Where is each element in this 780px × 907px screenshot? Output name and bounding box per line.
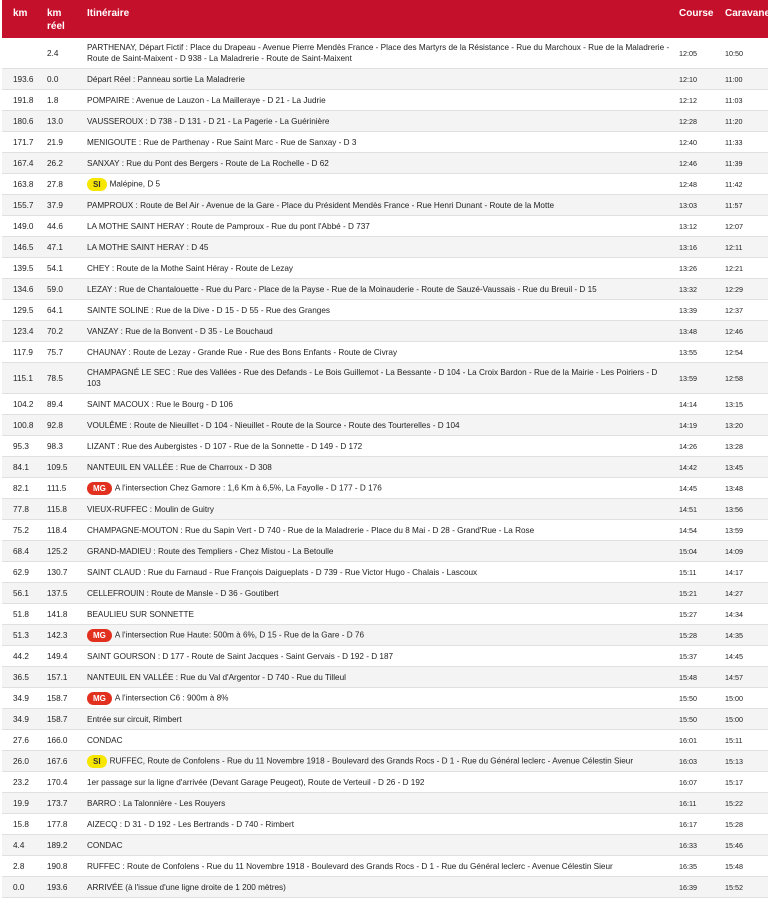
table-row [2,478,768,499]
cell-km-reel: 75.7 [47,347,63,357]
cell-course: 14:26 [679,441,697,451]
cell-itineraire [78,730,670,751]
itineraire-text: VANZAY : Rue de la Bonvent - D 35 - Le Bouchaud [87,326,273,336]
table-row [2,793,768,814]
cell-itineraire [78,583,670,604]
cell-km-reel: 89.4 [47,399,63,409]
cell-caravane: 13:45 [725,462,743,472]
cell-itineraire [78,709,670,730]
table-row [2,877,768,898]
cell-km: 163.8 [13,179,34,189]
cell-km: 146.5 [13,242,34,252]
cell-course: 12:28 [679,116,697,126]
cell-km-reel: 115.8 [47,504,67,514]
table-row [2,772,768,793]
table-row [2,562,768,583]
cell-itineraire [78,153,670,174]
cell-caravane: 12:37 [725,305,743,315]
cell-course: 15:27 [679,609,697,619]
cell-km: 180.6 [13,116,34,126]
table-row [2,436,768,457]
cell-km: 51.8 [13,609,29,619]
cell-itineraire [78,90,670,111]
cell-km: 171.7 [13,137,34,147]
itineraire-text: A l'intersection Rue Haute: 500m à 6%, D 15 - Rue de la Gare - D 76 [114,630,365,640]
cell-caravane: 11:20 [725,116,743,126]
cell-km-reel: 141.8 [47,609,68,619]
cell-km: 2.8 [13,861,25,871]
badge-mg: MG [87,482,112,495]
header-itineraire: Itinéraire [87,8,130,19]
cell-itineraire [78,363,670,394]
cell-itineraire [78,174,670,195]
cell-itineraire [78,520,670,541]
cell-km-reel: 111.5 [47,483,67,493]
cell-caravane: 11:03 [725,95,743,105]
cell-itineraire [78,793,670,814]
table-row [2,90,768,111]
table-row [2,688,768,709]
cell-caravane: 12:58 [725,373,743,383]
cell-km: 191.8 [13,95,34,105]
table-row [2,730,768,751]
badge-mg: MG [87,692,112,705]
cell-km: 0.0 [13,882,25,892]
cell-km-reel: 149.4 [47,651,68,661]
cell-km: 100.8 [13,420,34,430]
cell-itineraire [78,814,670,835]
cell-course: 16:11 [679,798,697,808]
cell-km-reel: 190.8 [47,861,68,871]
itineraire-text: CELLEFROUIN : Route de Mansle - D 36 - Goutibert [87,588,279,598]
table-row [2,457,768,478]
cell-km-reel: 21.9 [47,137,63,147]
cell-km: 84.1 [13,462,29,472]
cell-caravane: 12:46 [725,326,743,336]
cell-km-reel: 37.9 [47,200,63,210]
cell-km-reel: 92.8 [47,420,63,430]
itineraire-text: Malépine, D 5 [109,179,161,189]
itineraire-text: 1er passage sur la ligne d'arrivée (Devant Garage Peugeot), Route de Verteuil - D 26 - D 192 [87,777,425,787]
itineraire-text: RUFFEC, Route de Confolens - Rue du 11 Novembre 1918 - Boulevard des Grands Rocs - D 1 - Rue du Général leclerc - Avenue Célestin Sieur [109,756,634,766]
cell-itineraire [78,279,670,300]
cell-km: 27.6 [13,735,29,745]
cell-km: 36.5 [13,672,29,682]
cell-caravane: 13:15 [725,399,743,409]
cell-km: 82.1 [13,483,29,493]
itineraire-text: A l'intersection C6 : 900m à 8% [114,693,229,703]
cell-course: 14:14 [679,399,697,409]
table-row [2,604,768,625]
itineraire-text: SAINT MACOUX : Rue le Bourg - D 106 [87,399,233,409]
cell-km-reel: 177.8 [47,819,68,829]
badge-mg: MG [87,629,112,642]
cell-caravane: 15:52 [725,882,743,892]
cell-itineraire [78,751,670,772]
cell-km: 104.2 [13,399,34,409]
cell-caravane: 13:20 [725,420,743,430]
cell-course: 12:10 [679,74,697,84]
cell-course: 12:05 [679,48,697,58]
itineraire-text: Entrée sur circuit, Rimbert [87,714,182,724]
cell-itineraire [78,457,670,478]
itineraire-text: AIZECQ : D 31 - D 192 - Les Bertrands - D 740 - Rimbert [87,819,295,829]
table-row [2,499,768,520]
table-row [2,751,768,772]
cell-itineraire [78,342,670,363]
cell-caravane: 15:00 [725,714,743,724]
cell-km-reel: 98.3 [47,441,63,451]
cell-km: 77.8 [13,504,29,514]
cell-course: 13:32 [679,284,697,294]
table-row [2,342,768,363]
cell-itineraire [78,436,670,457]
table-row [2,835,768,856]
cell-km-reel: 166.0 [47,735,68,745]
cell-caravane: 13:28 [725,441,743,451]
cell-itineraire [78,667,670,688]
cell-km-reel: 27.8 [47,179,63,189]
itineraire-text: CHEY : Route de la Mothe Saint Héray - Route de Lezay [87,263,294,273]
cell-km-reel: 44.6 [47,221,63,231]
cell-caravane: 14:34 [725,609,743,619]
itineraire-text: SAINT GOURSON : D 177 - Route de Saint Jacques - Saint Gervais - D 192 - D 187 [87,651,394,661]
cell-km-reel: 130.7 [47,567,68,577]
itineraire-text: VIEUX-RUFFEC : Moulin de Guitry [87,504,214,514]
table-row [2,856,768,877]
cell-itineraire [78,321,670,342]
cell-itineraire [78,195,670,216]
cell-km-reel: 142.3 [47,630,68,640]
table-row [2,132,768,153]
cell-caravane: 15:46 [725,840,743,850]
itineraire-text: BEAULIEU SUR SONNETTE [87,609,194,619]
cell-km-reel: 78.5 [47,373,63,383]
cell-itineraire [78,478,670,499]
cell-course: 16:39 [679,882,697,892]
cell-km-reel: 26.2 [47,158,63,168]
itineraire-text: PAMPROUX : Route de Bel Air - Avenue de la Gare - Place du Président Mendès France - Rue Henri Dunant - Route de la Motte [87,200,555,210]
cell-course: 12:48 [679,179,697,189]
cell-km-reel: 13.0 [47,116,63,126]
badge-si: SI [87,178,107,191]
itineraire-text: RUFFEC : Route de Confolens - Rue du 11 Novembre 1918 - Boulevard des Grands Rocs - D 1 - Rue du Général leclerc - Avenue Célestin Sieur [87,861,613,871]
header-caravane: Caravane [725,8,771,19]
itineraire-text: SAINTE SOLINE : Rue de la Dive - D 15 - D 55 - Rue des Granges [87,305,330,315]
cell-caravane: 12:29 [725,284,743,294]
table-row [2,321,768,342]
cell-km: 115.1 [13,373,33,383]
table-row [2,300,768,321]
cell-km-reel: 157.1 [47,672,68,682]
cell-itineraire [78,216,670,237]
cell-caravane: 11:33 [725,137,743,147]
cell-course: 12:40 [679,137,697,147]
table-row [2,394,768,415]
cell-itineraire [78,237,670,258]
cell-course: 16:01 [679,735,697,745]
itineraire-text: ARRIVÉE (à l'issue d'une ligne droite de 1 200 mètres) [87,882,286,892]
itineraire-text: CHAMPAGNÉ LE SEC : Rue des Vallées - Rue des Defands - Le Bois Guillemot - La Bessante - D 104 - La Croix Bardon - Rue de la Mairie - Les Poiriers - D 103 [87,368,658,388]
cell-itineraire [78,625,670,646]
cell-course: 16:03 [679,756,697,766]
cell-caravane: 12:21 [725,263,743,273]
cell-km-reel: 158.7 [47,714,68,724]
cell-course: 14:45 [679,483,697,493]
cell-km: 134.6 [13,284,34,294]
itineraire-text: POMPAIRE : Avenue de Lauzon - La Mailleraye - D 21 - La Judrie [87,95,326,105]
table-row [2,38,768,69]
itineraire-text: VAUSSEROUX : D 738 - D 131 - D 21 - La Pagerie - La Guérinière [87,116,330,126]
table-row [2,258,768,279]
cell-itineraire [78,541,670,562]
cell-course: 16:35 [679,861,697,871]
cell-caravane: 14:27 [725,588,743,598]
cell-km: 23.2 [13,777,29,787]
cell-course: 14:51 [679,504,697,514]
cell-km-reel: 167.6 [47,756,68,766]
cell-course: 13:16 [679,242,697,252]
cell-itineraire [78,394,670,415]
cell-course: 14:42 [679,462,697,472]
cell-caravane: 14:45 [725,651,743,661]
cell-km: 123.4 [13,326,34,336]
cell-caravane: 10:50 [725,48,743,58]
cell-km: 155.7 [13,200,34,210]
cell-itineraire [78,562,670,583]
cell-caravane: 14:17 [725,567,743,577]
cell-course: 15:21 [679,588,697,598]
header-course: Course [679,8,714,19]
cell-km: 68.4 [13,546,29,556]
table-row [2,625,768,646]
table-row [2,646,768,667]
cell-itineraire [78,300,670,321]
itineraire-text: LEZAY : Rue de Chantalouette - Rue du Parc - Place de la Payse - Rue de la Moinauderie - Route de Sauzé-Vaussais - Rue du Breuil - D 15 [87,284,597,294]
cell-km [2,38,36,69]
cell-caravane: 15:22 [725,798,743,808]
itineraire-text: MENIGOUTE : Rue de Parthenay - Rue Saint Marc - Rue de Sanxay - D 3 [87,137,357,147]
cell-caravane: 12:11 [725,242,743,252]
cell-km: 26.0 [13,756,29,766]
header-km-reel: km réel [47,8,65,32]
itinerary-table [2,0,771,898]
cell-km-reel: 137.5 [47,588,68,598]
itineraire-text: LA MOTHE SAINT HERAY : D 45 [87,242,209,252]
table-row [2,814,768,835]
table-header-row [2,0,768,38]
cell-course: 16:33 [679,840,697,850]
cell-itineraire [78,604,670,625]
cell-itineraire [78,688,670,709]
cell-caravane: 11:57 [725,200,743,210]
itineraire-text: CHAUNAY : Route de Lezay - Grande Rue - Rue des Bons Enfants - Route de Civray [87,347,398,357]
table-row [2,415,768,436]
cell-km: 34.9 [13,714,29,724]
cell-course: 12:46 [679,158,697,168]
cell-km-reel: 158.7 [47,693,68,703]
table-row [2,174,768,195]
cell-course: 13:12 [679,221,697,231]
cell-caravane: 13:59 [725,525,743,535]
itineraire-text: Départ Réel : Panneau sortie La Maladrerie [87,74,245,84]
cell-course: 15:28 [679,630,697,640]
cell-km: 19.9 [13,798,29,808]
cell-course: 13:03 [679,200,697,210]
cell-km-reel: 64.1 [47,305,63,315]
cell-itineraire [78,69,670,90]
cell-caravane: 15:48 [725,861,743,871]
cell-km: 15.8 [13,819,29,829]
cell-course: 16:17 [679,819,697,829]
itineraire-text: LIZANT : Rue des Aubergistes - D 107 - Rue de la Sonnette - D 149 - D 172 [87,441,363,451]
cell-km: 139.5 [13,263,34,273]
table-row [2,667,768,688]
cell-km: 56.1 [13,588,29,598]
cell-caravane: 11:39 [725,158,743,168]
cell-itineraire [78,499,670,520]
itineraire-text: CONDAC [87,735,123,745]
cell-course: 12:12 [679,95,697,105]
cell-km: 62.9 [13,567,29,577]
cell-km: 117.9 [13,347,33,357]
cell-km-reel: 125.2 [47,546,68,556]
cell-course: 15:50 [679,714,697,724]
table-row [2,111,768,132]
itineraire-text: VOULÊME : Route de Nieuillet - D 104 - Nieuillet - Route de la Source - Route des Tourterelles - D 104 [87,420,460,430]
table-row [2,216,768,237]
itineraire-text: LA MOTHE SAINT HERAY : Route de Pamproux - Rue du pont l'Abbé - D 737 [87,221,370,231]
cell-km-reel: 173.7 [47,798,68,808]
cell-course: 13:39 [679,305,697,315]
table-row [2,195,768,216]
cell-course: 15:11 [679,567,697,577]
cell-km: 95.3 [13,441,29,451]
cell-km-reel: 2.4 [47,48,59,58]
table-row [2,153,768,174]
cell-caravane: 11:00 [725,74,743,84]
cell-caravane: 15:17 [725,777,743,787]
cell-itineraire [78,646,670,667]
cell-caravane: 12:07 [725,221,743,231]
cell-course: 16:07 [679,777,697,787]
cell-course: 13:59 [679,373,697,383]
itineraire-text: SANXAY : Rue du Pont des Bergers - Route de La Rochelle - D 62 [87,158,329,168]
table-row [2,363,768,394]
cell-caravane: 14:57 [725,672,743,682]
cell-course: 13:55 [679,347,697,357]
cell-km: 51.3 [13,630,29,640]
cell-km: 4.4 [13,840,25,850]
cell-km-reel: 54.1 [47,263,63,273]
itineraire-text: NANTEUIL EN VALLÉE : Rue de Charroux - D 308 [87,462,272,472]
itineraire-text: PARTHENAY, Départ Fictif : Place du Drapeau - Avenue Pierre Mendès France - Place des Martyrs de la Résistance - Rue du Marchoux - Rue de la Maladrerie - Route de Saint-Maixent - D 938 - La Maladrerie - Route de Saint-Maixent [87,43,670,63]
cell-course: 15:37 [679,651,697,661]
itineraire-text: BARRO : La Talonnière - Les Rouyers [87,798,226,808]
cell-km: 34.9 [13,693,29,703]
cell-itineraire [78,772,670,793]
cell-km-reel: 59.0 [47,284,63,294]
cell-caravane: 15:11 [725,735,743,745]
cell-itineraire [78,856,670,877]
cell-caravane: 12:54 [725,347,743,357]
cell-km: 75.2 [13,525,29,535]
cell-km-reel: 1.8 [47,95,59,105]
cell-itineraire [78,132,670,153]
table-row [2,237,768,258]
cell-km-reel: 109.5 [47,462,68,472]
cell-km: 167.4 [13,158,34,168]
cell-itineraire [78,835,670,856]
cell-course: 15:48 [679,672,697,682]
itineraire-text: NANTEUIL EN VALLÉE : Rue du Val d'Argentor - D 740 - Rue du Tilleul [87,672,346,682]
itineraire-text: CHAMPAGNE-MOUTON : Rue du Sapin Vert - D 740 - Rue de la Maladrerie - Place du 8 Mai - D 28 - Grand'Rue - La Rose [87,525,535,535]
cell-km-reel: 170.4 [47,777,68,787]
cell-km: 129.5 [13,305,34,315]
cell-itineraire [78,258,670,279]
table-row [2,69,768,90]
table-row [2,541,768,562]
itineraire-text: SAINT CLAUD : Rue du Farnaud - Rue François Daigueplats - D 739 - Rue Victor Hugo - Chalais - Lascoux [87,567,478,577]
cell-itineraire [78,877,670,898]
itineraire-text: CONDAC [87,840,123,850]
cell-course: 13:26 [679,263,697,273]
cell-caravane: 11:42 [725,179,743,189]
cell-caravane: 14:35 [725,630,743,640]
table-row [2,520,768,541]
cell-course: 15:50 [679,693,697,703]
cell-km-reel: 47.1 [47,242,63,252]
header-km: km [13,8,28,19]
cell-itineraire [78,415,670,436]
cell-km: 149.0 [13,221,34,231]
cell-km-reel: 193.6 [47,882,68,892]
cell-km-reel: 0.0 [47,74,59,84]
itineraire-text: A l'intersection Chez Gamore : 1,6 Km à 6,5%, La Fayolle - D 177 - D 176 [114,483,382,493]
cell-km: 44.2 [13,651,29,661]
cell-course: 14:19 [679,420,697,430]
cell-km: 193.6 [13,74,34,84]
cell-itineraire [78,38,670,69]
cell-course: 14:54 [679,525,697,535]
cell-caravane: 14:09 [725,546,743,556]
table-row [2,709,768,730]
cell-caravane: 13:48 [725,483,743,493]
cell-caravane: 15:00 [725,693,743,703]
cell-itineraire [78,111,670,132]
badge-si: SI [87,755,107,768]
itineraire-text: GRAND-MADIEU : Route des Templiers - Chez Mistou - La Betoulle [87,546,334,556]
cell-km-reel: 70.2 [47,326,63,336]
cell-course: 15:04 [679,546,697,556]
cell-course: 13:48 [679,326,697,336]
table-row [2,583,768,604]
cell-caravane: 15:28 [725,819,743,829]
cell-caravane: 15:13 [725,756,743,766]
table-row [2,279,768,300]
cell-km-reel: 189.2 [47,840,68,850]
cell-km-reel: 118.4 [47,525,67,535]
cell-caravane: 13:56 [725,504,743,514]
